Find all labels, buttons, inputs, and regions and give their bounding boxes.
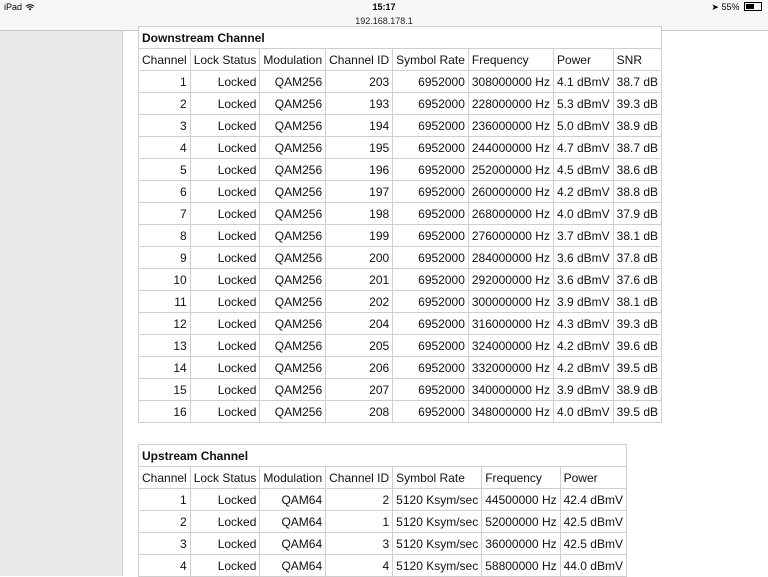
column-header: Power [553, 49, 613, 71]
column-header: Channel [139, 467, 191, 489]
table-row [139, 181, 662, 203]
table-cell: Locked [190, 313, 260, 335]
table-cell: Locked [190, 159, 260, 181]
table-cell: QAM256 [260, 137, 326, 159]
table-row [139, 357, 662, 379]
table-cell: QAM256 [260, 181, 326, 203]
table-cell: 38.7 dB [613, 71, 661, 93]
column-header: Lock Status [190, 49, 260, 71]
table-cell: 195 [326, 137, 393, 159]
table-cell: 316000000 Hz [468, 313, 553, 335]
table-cell: 268000000 Hz [468, 203, 553, 225]
table-cell: 12 [139, 313, 191, 335]
column-header: Modulation [260, 467, 326, 489]
table-cell: 4 [139, 555, 191, 577]
table-cell: 15 [139, 379, 191, 401]
table-cell: 6952000 [393, 71, 469, 93]
table-cell: 1 [326, 511, 393, 533]
table-cell: Locked [190, 291, 260, 313]
table-cell: 6952000 [393, 379, 469, 401]
table-cell: QAM256 [260, 401, 326, 423]
table-cell: 6952000 [393, 137, 469, 159]
table-cell: 38.6 dB [613, 159, 661, 181]
table-cell: 3 [139, 115, 191, 137]
table-cell: 348000000 Hz [468, 401, 553, 423]
table-cell: 198 [326, 203, 393, 225]
table-cell: 4.1 dBmV [553, 71, 613, 93]
table-cell: 36000000 Hz [482, 533, 560, 555]
table-cell: 324000000 Hz [468, 335, 553, 357]
left-frame [0, 31, 123, 576]
battery-icon [744, 2, 762, 11]
table-cell: 201 [326, 269, 393, 291]
table-cell: 39.6 dB [613, 335, 661, 357]
table-cell: QAM256 [260, 159, 326, 181]
table-row [139, 137, 662, 159]
table-cell: 202 [326, 291, 393, 313]
table-cell: 6 [139, 181, 191, 203]
table-cell: 2 [139, 511, 191, 533]
table-cell: 13 [139, 335, 191, 357]
table-cell: 1 [139, 489, 191, 511]
table-cell: 1 [139, 71, 191, 93]
table-row [139, 533, 627, 555]
table-cell: 260000000 Hz [468, 181, 553, 203]
table-cell: 4.2 dBmV [553, 181, 613, 203]
table-cell: 6952000 [393, 93, 469, 115]
table-cell: 5120 Ksym/sec [393, 533, 482, 555]
table-cell: QAM256 [260, 379, 326, 401]
table-cell: 37.9 dB [613, 203, 661, 225]
table-cell: 284000000 Hz [468, 247, 553, 269]
table-cell: 44.0 dBmV [560, 555, 626, 577]
table-cell: 6952000 [393, 313, 469, 335]
table-row [139, 511, 627, 533]
table-row [139, 203, 662, 225]
table-row [139, 313, 662, 335]
table-cell: 3.6 dBmV [553, 269, 613, 291]
table-cell: 308000000 Hz [468, 71, 553, 93]
table-cell: 332000000 Hz [468, 357, 553, 379]
table-cell: 38.1 dB [613, 291, 661, 313]
table-cell: 42.5 dBmV [560, 511, 626, 533]
table-cell: Locked [190, 555, 260, 577]
table-cell: 4.5 dBmV [553, 159, 613, 181]
table-cell: 4.0 dBmV [553, 203, 613, 225]
column-header: Symbol Rate [393, 49, 469, 71]
table-cell: 4.2 dBmV [553, 357, 613, 379]
table-cell: QAM256 [260, 71, 326, 93]
table-cell: QAM256 [260, 269, 326, 291]
table-cell: 4 [139, 137, 191, 159]
table-cell: QAM64 [260, 533, 326, 555]
location-arrow-icon: ➤ [711, 2, 719, 12]
table-cell: 10 [139, 269, 191, 291]
table-cell: 204 [326, 313, 393, 335]
table-cell: 58800000 Hz [482, 555, 560, 577]
table-cell: 6952000 [393, 181, 469, 203]
table-cell: 5.0 dBmV [553, 115, 613, 137]
device-name: iPad [4, 2, 23, 12]
table-row [139, 247, 662, 269]
table-cell: 3.9 dBmV [553, 379, 613, 401]
table-row [139, 489, 627, 511]
table-cell: Locked [190, 225, 260, 247]
table-cell: 300000000 Hz [468, 291, 553, 313]
table-cell: 14 [139, 357, 191, 379]
table-cell: Locked [190, 489, 260, 511]
table-cell: 9 [139, 247, 191, 269]
table-cell: Locked [190, 115, 260, 137]
table-cell: 6952000 [393, 159, 469, 181]
header-row [139, 49, 662, 71]
table-cell: QAM256 [260, 291, 326, 313]
column-header: Frequency [468, 49, 553, 71]
table-cell: Locked [190, 379, 260, 401]
table-cell: QAM64 [260, 555, 326, 577]
column-header: Channel ID [326, 467, 393, 489]
table-cell: 3 [326, 533, 393, 555]
table-cell: 203 [326, 71, 393, 93]
table-cell: QAM256 [260, 247, 326, 269]
table-cell: 196 [326, 159, 393, 181]
column-header: Modulation [260, 49, 326, 71]
table-cell: Locked [190, 335, 260, 357]
table-cell: 42.5 dBmV [560, 533, 626, 555]
status-bar [0, 0, 768, 14]
table-cell: 236000000 Hz [468, 115, 553, 137]
table-cell: 244000000 Hz [468, 137, 553, 159]
table-cell: 4.0 dBmV [553, 401, 613, 423]
table-cell: 39.5 dB [613, 401, 661, 423]
table-cell: 252000000 Hz [468, 159, 553, 181]
table-cell: Locked [190, 93, 260, 115]
table-row [139, 401, 662, 423]
table-cell: Locked [190, 269, 260, 291]
table-cell: 199 [326, 225, 393, 247]
table-cell: 197 [326, 181, 393, 203]
column-header: Channel ID [326, 49, 393, 71]
column-header: Channel [139, 49, 191, 71]
table-row [139, 93, 662, 115]
header-row [139, 467, 627, 489]
table-cell: 2 [139, 93, 191, 115]
table-row [139, 269, 662, 291]
table-cell: QAM256 [260, 357, 326, 379]
column-header: Symbol Rate [393, 467, 482, 489]
table-cell: 52000000 Hz [482, 511, 560, 533]
table-cell: 276000000 Hz [468, 225, 553, 247]
table-cell: 228000000 Hz [468, 93, 553, 115]
table-cell: Locked [190, 511, 260, 533]
column-header: Lock Status [190, 467, 260, 489]
table-row [139, 379, 662, 401]
table-cell: 6952000 [393, 247, 469, 269]
table-cell: 42.4 dBmV [560, 489, 626, 511]
status-time: 15:17 [372, 2, 396, 12]
table-cell: 38.8 dB [613, 181, 661, 203]
table-cell: 2 [326, 489, 393, 511]
column-header: Power [560, 467, 626, 489]
downstream-table [138, 26, 662, 423]
table-cell: Locked [190, 401, 260, 423]
column-header: SNR [613, 49, 661, 71]
table-cell: Locked [190, 71, 260, 93]
table-cell: Locked [190, 247, 260, 269]
upstream-title: Upstream Channel [139, 445, 627, 467]
table-cell: 6952000 [393, 269, 469, 291]
table-cell: 39.3 dB [613, 93, 661, 115]
table-cell: 37.6 dB [613, 269, 661, 291]
table-cell: 205 [326, 335, 393, 357]
table-cell: 38.9 dB [613, 115, 661, 137]
table-cell: 193 [326, 93, 393, 115]
table-cell: 39.3 dB [613, 313, 661, 335]
table-cell: 16 [139, 401, 191, 423]
table-cell: 38.9 dB [613, 379, 661, 401]
table-cell: 292000000 Hz [468, 269, 553, 291]
table-cell: 207 [326, 379, 393, 401]
table-cell: QAM256 [260, 203, 326, 225]
table-cell: 6952000 [393, 291, 469, 313]
battery-percent: 55% [721, 2, 740, 12]
table-cell: 5.3 dBmV [553, 93, 613, 115]
table-row [139, 555, 627, 577]
table-cell: QAM256 [260, 313, 326, 335]
table-cell: QAM256 [260, 335, 326, 357]
table-cell: 6952000 [393, 335, 469, 357]
table-cell: QAM256 [260, 93, 326, 115]
table-cell: 7 [139, 203, 191, 225]
table-row [139, 159, 662, 181]
table-cell: 4.2 dBmV [553, 335, 613, 357]
table-cell: 340000000 Hz [468, 379, 553, 401]
table-cell: 37.8 dB [613, 247, 661, 269]
table-cell: QAM64 [260, 489, 326, 511]
table-cell: 3.9 dBmV [553, 291, 613, 313]
table-row [139, 71, 662, 93]
table-cell: 5 [139, 159, 191, 181]
table-cell: Locked [190, 137, 260, 159]
table-cell: Locked [190, 533, 260, 555]
table-cell: QAM256 [260, 115, 326, 137]
table-cell: QAM64 [260, 511, 326, 533]
table-cell: 4 [326, 555, 393, 577]
table-cell: 38.7 dB [613, 137, 661, 159]
column-header: Frequency [482, 467, 560, 489]
table-row [139, 335, 662, 357]
table-row [139, 291, 662, 313]
table-cell: 38.1 dB [613, 225, 661, 247]
table-cell: 6952000 [393, 357, 469, 379]
table-cell: Locked [190, 181, 260, 203]
table-cell: 5120 Ksym/sec [393, 489, 482, 511]
table-cell: QAM256 [260, 225, 326, 247]
table-cell: Locked [190, 203, 260, 225]
status-right [711, 2, 762, 13]
table-cell: 6952000 [393, 401, 469, 423]
table-cell: 208 [326, 401, 393, 423]
table-cell: 5120 Ksym/sec [393, 511, 482, 533]
table-cell: 4.3 dBmV [553, 313, 613, 335]
upstream-table [138, 444, 627, 577]
table-cell: 200 [326, 247, 393, 269]
table-cell: 44500000 Hz [482, 489, 560, 511]
table-row [139, 225, 662, 247]
table-cell: 194 [326, 115, 393, 137]
table-cell: 5120 Ksym/sec [393, 555, 482, 577]
url-text: 192.168.178.1 [355, 16, 413, 26]
table-cell: 3 [139, 533, 191, 555]
table-cell: Locked [190, 357, 260, 379]
table-cell: 11 [139, 291, 191, 313]
table-cell: 8 [139, 225, 191, 247]
table-cell: 39.5 dB [613, 357, 661, 379]
table-cell: 4.7 dBmV [553, 137, 613, 159]
table-cell: 3.7 dBmV [553, 225, 613, 247]
table-cell: 6952000 [393, 115, 469, 137]
table-row [139, 115, 662, 137]
table-cell: 206 [326, 357, 393, 379]
table-cell: 3.6 dBmV [553, 247, 613, 269]
table-cell: 6952000 [393, 203, 469, 225]
table-cell: 6952000 [393, 225, 469, 247]
downstream-title: Downstream Channel [139, 27, 662, 49]
